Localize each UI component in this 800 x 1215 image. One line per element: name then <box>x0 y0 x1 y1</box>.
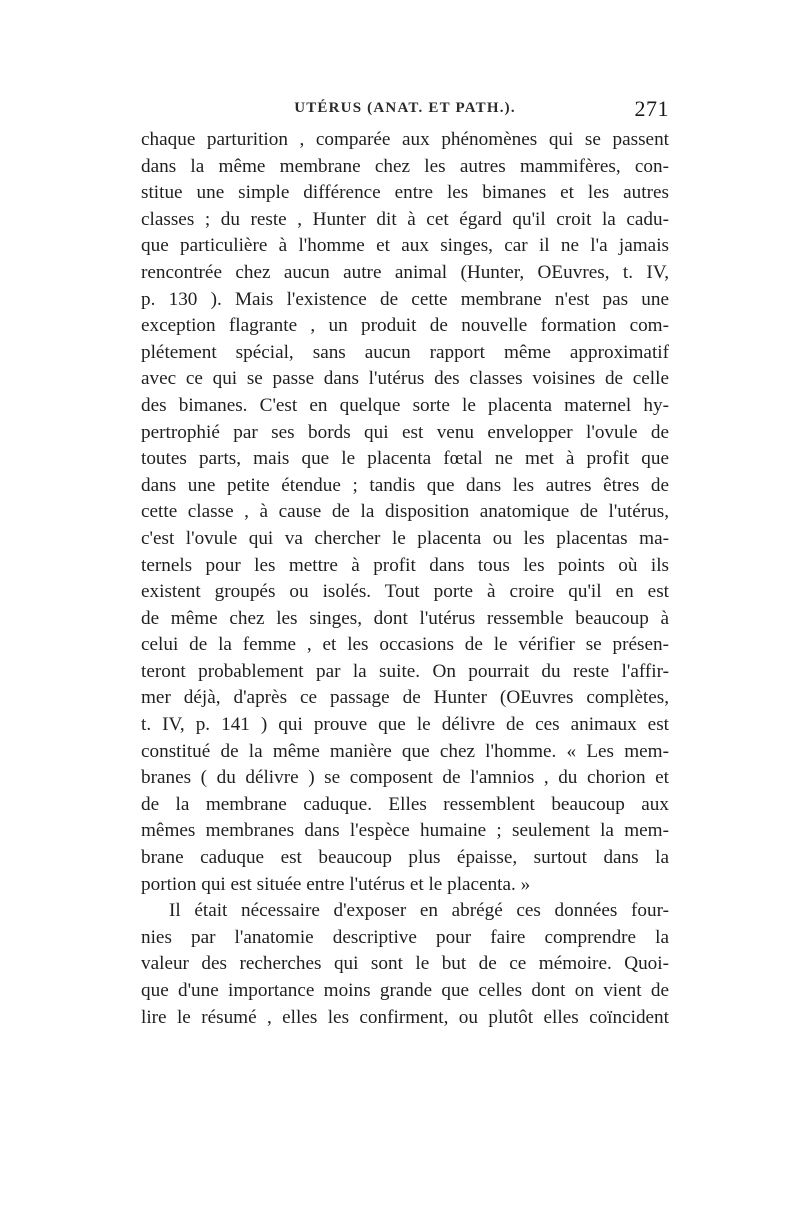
text-line: mer déjà, d'après ce passage de Hunter (OEuvres complètes, <box>141 687 669 709</box>
text-line: p. 130 ). Mais l'existence de cette membrane n'est pas une <box>141 288 669 310</box>
text-line: exception flagrante , un produit de nouvelle formation com- <box>141 315 669 337</box>
text-line: que d'une importance moins grande que celles dont on vient de <box>141 980 669 1001</box>
page-header <box>141 96 669 126</box>
body-text <box>141 127 669 1031</box>
text-line: valeur des recherches qui sont le but de ce mémoire. Quoi- <box>141 953 669 975</box>
text-line: de la membrane caduque. Elles ressemblent beaucoup aux <box>141 793 669 815</box>
text-line: que particulière à l'homme et aux singes, car il ne l'a jamais <box>141 235 669 257</box>
text-line: chaque parturition , comparée aux phénomènes qui se passent <box>141 129 669 150</box>
text-line: classes ; du reste , Hunter dit à cet égard qu'il croit la cadu- <box>141 208 669 230</box>
text-line: t. IV, p. 141 ) qui prouve que le délivre de ces animaux est <box>141 714 669 736</box>
text-line: de même chez les singes, dont l'utérus ressemble beaucoup à <box>141 607 669 629</box>
text-line: lire le résumé , elles les confirment, ou plutôt elles coïncident <box>141 1006 669 1028</box>
text-line: mêmes membranes dans l'espèce humaine ; seulement la mem- <box>141 820 669 842</box>
text-line: rencontrée chez aucun autre animal (Hunter, OEuvres, t. IV, <box>141 261 669 283</box>
running-head: UTÉRUS (ANAT. ET PATH.). <box>294 100 516 116</box>
text-line: brane caduque est beaucoup plus épaisse, surtout dans la <box>141 847 669 869</box>
text-line: stitue une simple différence entre les bimanes et les autres <box>141 182 669 204</box>
text-line: nies par l'anatomie descriptive pour faire comprendre la <box>141 926 669 948</box>
text-line: celui de la femme , et les occasions de le vérifier se présen- <box>141 634 669 656</box>
text-line: existent groupés ou isolés. Tout porte à croire qu'il en est <box>141 581 669 603</box>
text-line: c'est l'ovule qui va chercher le placenta ou les placentas ma- <box>141 527 669 549</box>
text-line: pertrophié par ses bords qui est venu envelopper l'ovule de <box>141 421 669 443</box>
text-line: teront probablement par la suite. On pourrait du reste l'affir- <box>141 660 669 682</box>
text-line: des bimanes. C'est en quelque sorte le placenta maternel hy- <box>141 394 669 416</box>
text-line: toutes parts, mais que le placenta fœtal ne met à profit que <box>141 448 669 470</box>
text-line: constitué de la même manière que chez l'homme. « Les mem- <box>141 740 669 762</box>
text-line: dans la même membrane chez les autres mammifères, con- <box>141 155 669 177</box>
text-line: plétement spécial, sans aucun rapport même approximatif <box>141 341 669 363</box>
text-line: branes ( du délivre ) se composent de l'amnios , du chorion et <box>141 767 669 789</box>
paragraph-start-line: Il était nécessaire d'exposer en abrégé ces données four- <box>169 900 669 922</box>
text-line: dans une petite étendue ; tandis que dans les autres êtres de <box>141 474 669 496</box>
text-line: avec ce qui se passe dans l'utérus des classes voisines de celle <box>141 368 669 390</box>
text-line: cette classe , à cause de la disposition anatomique de l'utérus, <box>141 501 669 523</box>
text-line: ternels pour les mettre à profit dans tous les points où ils <box>141 554 669 576</box>
page-number: 271 <box>634 96 669 121</box>
paragraph-end-line: portion qui est située entre l'utérus et le placenta. » <box>141 873 531 895</box>
